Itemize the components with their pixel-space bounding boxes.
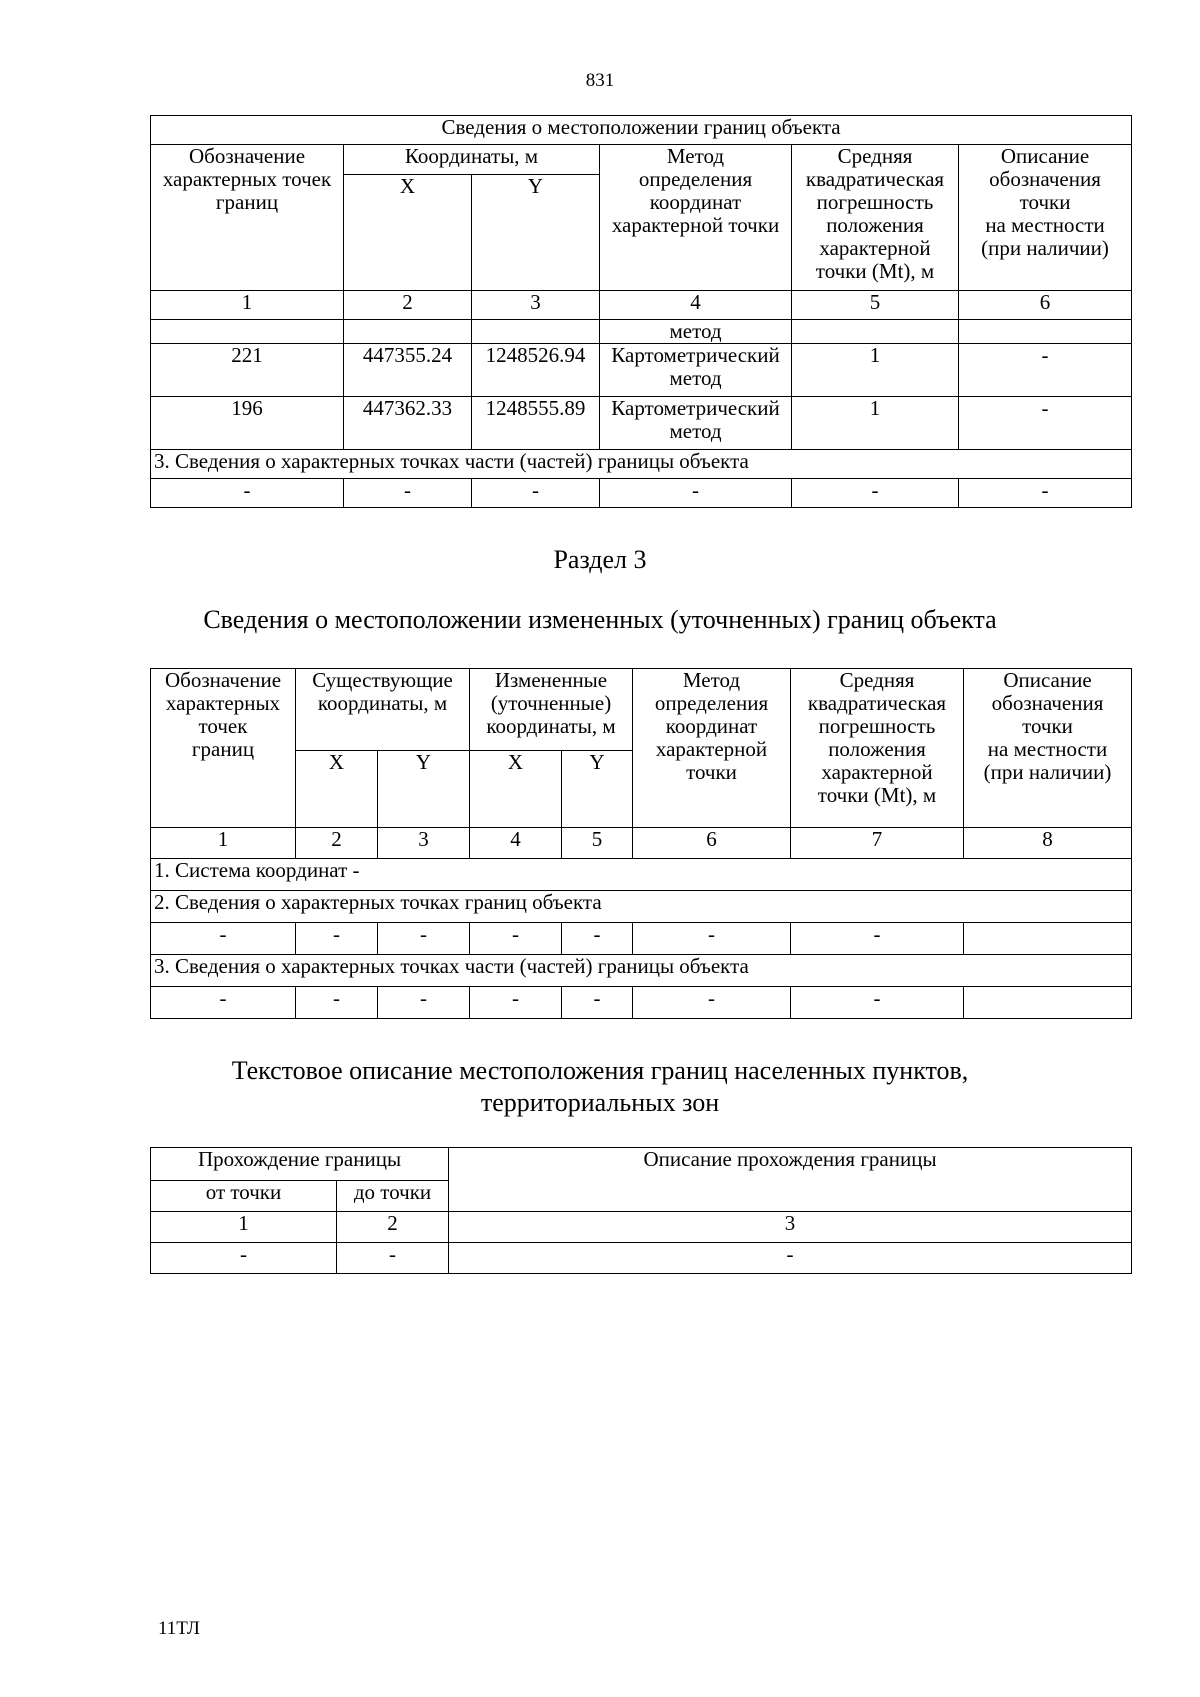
column-number: 1 [151, 291, 344, 320]
header-changed-coordinates: Измененные (уточненные) координаты, м [470, 669, 633, 751]
page-number: 831 [585, 70, 615, 91]
description-cell: - [959, 344, 1132, 397]
column-number: 3 [378, 828, 470, 859]
header-passage: Прохождение границы [151, 1148, 449, 1181]
header-y: Y [378, 751, 470, 828]
column-number: 2 [296, 828, 378, 859]
boundary-passage-table [150, 1147, 1132, 1274]
text-description-heading: Текстовое описание местоположения границ населенных пунктов, [231, 1056, 969, 1085]
point-cell: 221 [151, 344, 344, 397]
table-row: - - - - - - - [151, 923, 1132, 955]
section-row-title: 3. Сведения о характерных точках части (частей) границы объекта [151, 955, 1132, 987]
header-x: X [470, 751, 562, 828]
header-method: Метод определения координат характерной точки [633, 669, 791, 828]
y-cell: 1248526.94 [472, 344, 600, 397]
column-number: 1 [151, 1212, 337, 1243]
column-number: 3 [449, 1212, 1132, 1243]
coordinate-system-row: 1. Система координат - [151, 859, 1132, 891]
boundary-location-table [150, 115, 1132, 508]
table-row [151, 344, 1132, 397]
column-number: 4 [600, 291, 792, 320]
header-passage-description: Описание прохождения границы [449, 1148, 1132, 1212]
error-cell: 1 [792, 344, 959, 397]
header-x: X [296, 751, 378, 828]
column-number: 8 [964, 828, 1132, 859]
header-point-designation: Обозначение характерных точек границ [151, 669, 296, 828]
column-number: 2 [344, 291, 472, 320]
header-to-point: до точки [337, 1181, 449, 1212]
error-cell: 1 [792, 397, 959, 450]
column-number: 5 [562, 828, 633, 859]
column-number: 4 [470, 828, 562, 859]
column-number: 6 [633, 828, 791, 859]
header-x: X [344, 175, 472, 291]
method-cell: Картометрический метод [600, 344, 792, 397]
header-description: Описание обозначения точки на местности (при наличии) [964, 669, 1132, 828]
header-error: Средняя квадратическая погрешность положения характерной точки (Mt), м [792, 145, 959, 291]
header-y: Y [472, 175, 600, 291]
section-heading: Раздел 3 [553, 545, 647, 574]
changed-boundaries-table [150, 668, 1132, 1019]
header-coordinates: Координаты, м [344, 145, 600, 175]
text-description-heading: территориальных зон [480, 1088, 720, 1117]
column-number: 5 [792, 291, 959, 320]
header-point-designation: Обозначение характерных точек границ [151, 145, 344, 291]
method-cell: метод [600, 320, 792, 344]
x-cell: 447355.24 [344, 344, 472, 397]
header-existing-coordinates: Существующие координаты, м [296, 669, 470, 751]
x-cell: 447362.33 [344, 397, 472, 450]
column-number: 2 [337, 1212, 449, 1243]
section-row-title: 3. Сведения о характерных точках части (частей) границы объекта [151, 450, 1132, 479]
description-cell: - [959, 397, 1132, 450]
footer-code: 11ТЛ [158, 1618, 200, 1639]
table-title: Сведения о местоположении границ объекта [151, 116, 1132, 145]
table-row: - - - - - - [151, 479, 1132, 508]
table-row: - - - [151, 1243, 1132, 1274]
header-error: Средняя квадратическая погрешность положения характерной точки (Mt), м [791, 669, 964, 828]
method-cell: Картометрический метод [600, 397, 792, 450]
column-number: 1 [151, 828, 296, 859]
column-number: 7 [791, 828, 964, 859]
table-row [151, 397, 1132, 450]
column-number: 6 [959, 291, 1132, 320]
section-row-title: 2. Сведения о характерных точках границ объекта [151, 891, 1132, 923]
point-cell: 196 [151, 397, 344, 450]
header-method: Метод определения координат характерной точки [600, 145, 792, 291]
header-y: Y [562, 751, 633, 828]
table-row [151, 320, 1132, 344]
header-from-point: от точки [151, 1181, 337, 1212]
table-row: - - - - - - - [151, 987, 1132, 1019]
header-description: Описание обозначения точки на местности (при наличии) [959, 145, 1132, 291]
section-subheading: Сведения о местоположении измененных (уточненных) границ объекта [203, 605, 997, 634]
y-cell: 1248555.89 [472, 397, 600, 450]
column-number: 3 [472, 291, 600, 320]
